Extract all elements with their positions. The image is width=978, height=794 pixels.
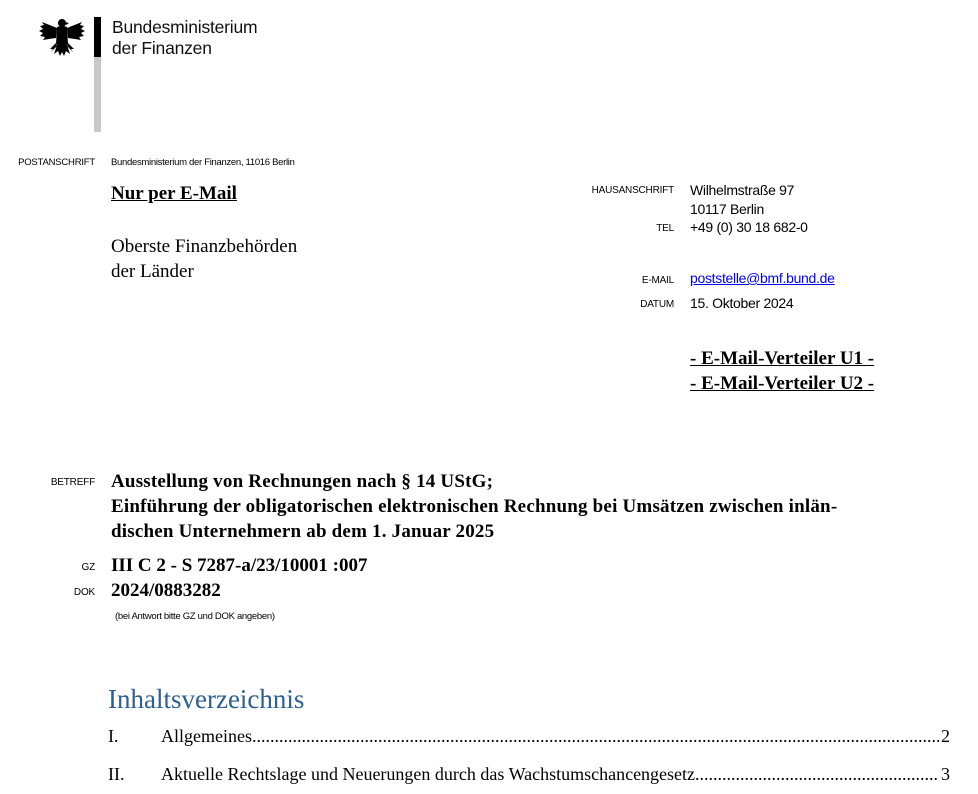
email-label: E-MAIL: [641, 275, 674, 286]
distribution-line1: - E-Mail-Verteiler U1 -: [690, 348, 875, 369]
subject-line1: Ausstellung von Rechnungen nach § 14 UStG;: [111, 471, 494, 492]
toc-entry-number: II.: [108, 764, 125, 784]
dok-value: 2024/0883282: [111, 580, 221, 601]
toc-leader-dots: [695, 764, 939, 785]
recipient-address: [111, 234, 297, 284]
ministry-name-line1: Bundesministerium: [112, 17, 258, 37]
toc-entry[interactable]: [108, 726, 950, 747]
recipient-line2: der Länder: [111, 261, 194, 282]
logo-bar-grey: [94, 57, 101, 132]
postanschrift-label: POSTANSCHRIFT: [18, 157, 95, 168]
toc-entry-number: I.: [108, 726, 119, 746]
toc-entry-title: Aktuelle Rechtslage und Neuerungen durch das Wachstumschancengesetz: [161, 764, 696, 784]
distribution-line2: - E-Mail-Verteiler U2 -: [690, 373, 875, 394]
ministry-name: [112, 17, 257, 59]
reference-note: (bei Antwort bitte GZ und DOK angeben): [115, 611, 275, 622]
delivery-note: Nur per E-Mail: [111, 183, 237, 204]
city: 10117 Berlin: [690, 201, 764, 217]
toc-leader-dots: [252, 726, 939, 747]
federal-eagle-icon: [38, 16, 86, 62]
hausanschrift-label: HAUSANSCHRIFT: [591, 185, 674, 196]
toc-entry[interactable]: [108, 764, 950, 785]
toc-entry-title: Allgemeines: [161, 726, 252, 746]
subject-line2: Einführung der obligatorischen elektronischen Rechnung bei Umsätzen zwischen inlän-: [111, 496, 838, 517]
recipient-line1: Oberste Finanzbehörden: [111, 236, 298, 257]
toc-heading: Inhaltsverzeichnis: [108, 684, 305, 714]
toc-entry-page: 3: [941, 764, 950, 784]
subject-line3: dischen Unternehmern ab dem 1. Januar 2025: [111, 521, 495, 542]
logo-bar-black: [94, 17, 101, 57]
email-link[interactable]: poststelle@bmf.bund.de: [690, 270, 835, 286]
gz-value: III C 2 - S 7287-a/23/10001 :007: [111, 555, 368, 576]
postanschrift-value: Bundesministerium der Finanzen, 11016 Berlin: [111, 157, 295, 168]
subject-text: [111, 469, 837, 544]
street: Wilhelmstraße 97: [690, 182, 795, 198]
gz-label: GZ: [81, 562, 95, 573]
datum-value: 15. Oktober 2024: [690, 295, 794, 311]
ministry-name-line2: der Finanzen: [112, 38, 212, 58]
tel-label: TEL: [656, 223, 674, 234]
tel-value: +49 (0) 30 18 682-0: [690, 219, 808, 235]
dok-label: DOK: [73, 587, 95, 598]
toc-entry-page: 2: [941, 726, 950, 746]
datum-label: DATUM: [640, 299, 674, 310]
betreff-label: BETREFF: [50, 477, 95, 488]
